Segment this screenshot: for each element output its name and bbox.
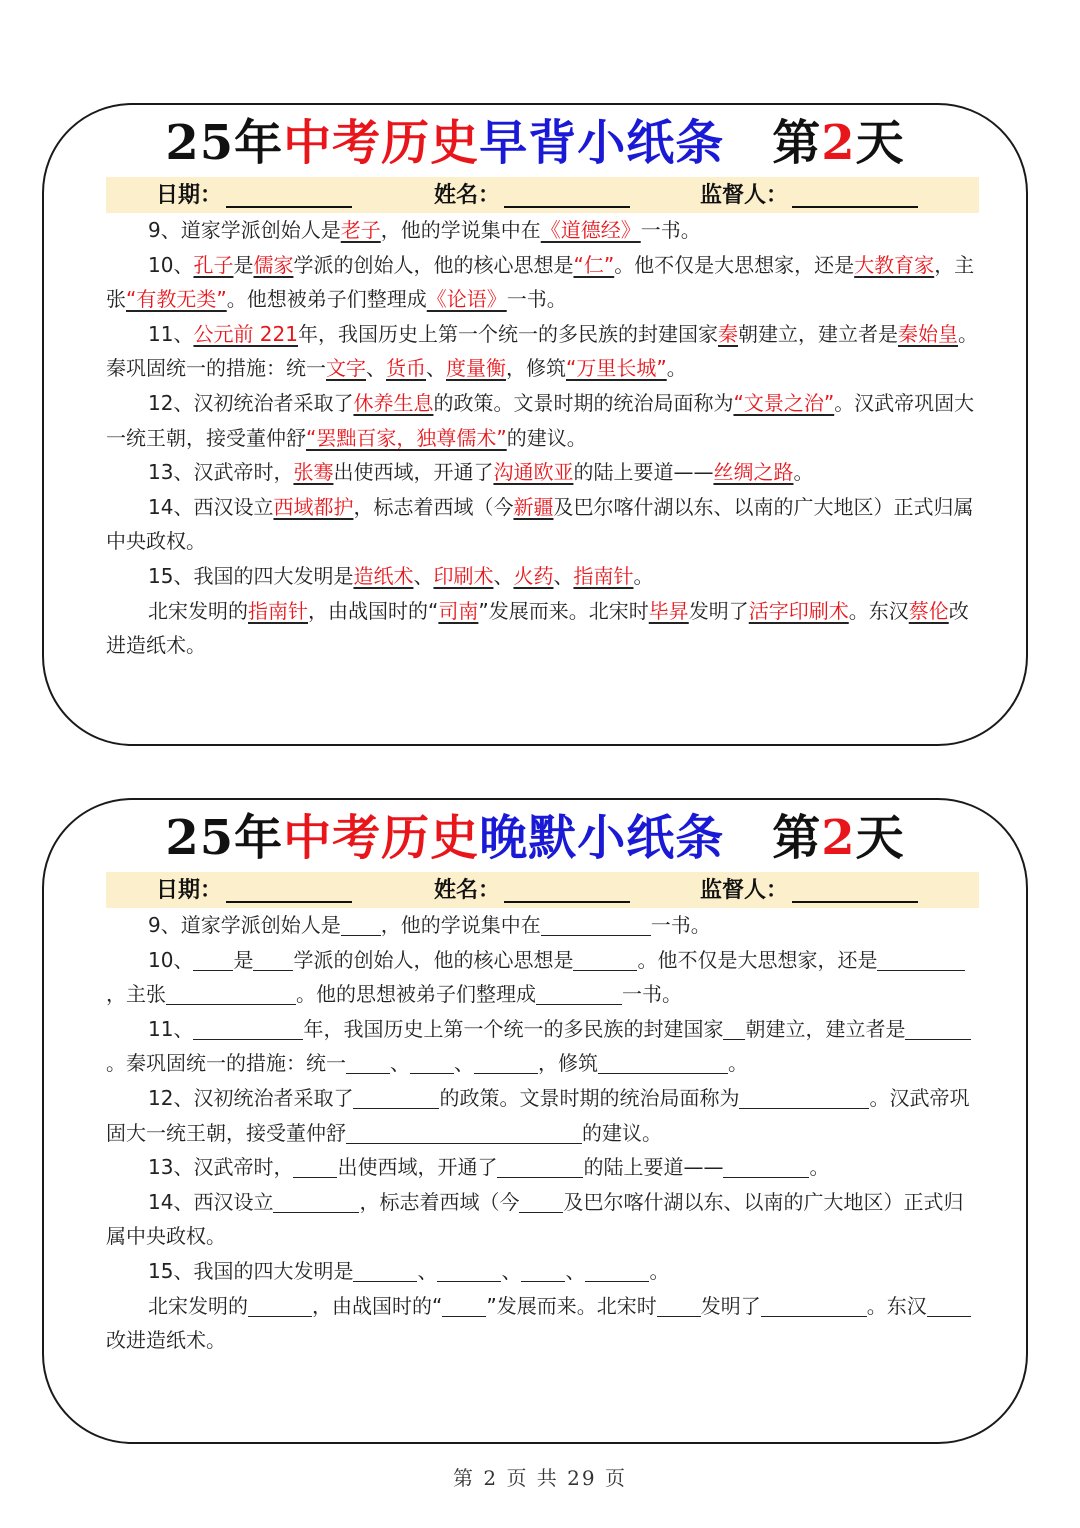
answer-blank[interactable] [598,1051,728,1074]
answer-blank[interactable] [723,1155,809,1178]
title-day-number: 2 [821,810,856,866]
title-year: 25年 [165,115,284,171]
item-16: 北宋发明的指南针，由战国时的“司南”发展而来。北宋时毕昇发明了活字印刷术。东汉蔡伦改进造纸术。 [106,598,969,658]
answer-blank[interactable] [442,1294,486,1317]
answer-blank[interactable] [497,1155,583,1178]
answer-blank[interactable] [248,1294,312,1317]
morning-info-bar [106,177,979,213]
answer-blank[interactable] [474,1051,538,1074]
page-number: 第 2 页 共 29 页 [453,1466,627,1490]
title-day-suffix: 天 [855,115,905,171]
evening-body [106,908,982,1358]
evening-info-bar [106,872,979,908]
answer-blank[interactable] [519,1190,563,1213]
supervisor-field[interactable]: 监督人： [700,177,918,213]
item-15: 15、我国的四大发明是造纸术、印刷术、火药、指南针。 [148,563,654,588]
item-14: 14、西汉设立 ，标志着西域（今 及巴尔喀什湖以东、以南的广大地区）正式归属中央政权。 [106,1189,964,1249]
answer-blank[interactable] [437,1259,501,1282]
answer-blank[interactable] [193,1017,303,1040]
title-kind: 早背小纸条 [479,115,725,171]
answer-blank[interactable] [410,1051,454,1074]
answer-blank[interactable] [761,1294,867,1317]
answer-blank[interactable] [739,1086,869,1109]
item-9: 9、道家学派创始人是 ，他的学说集中在 一书。 [148,913,711,937]
item-16: 北宋发明的 ，由战国时的“ ”发展而来。北宋时 发明了 。东汉改进造纸术。 [106,1289,982,1358]
answer-blank[interactable] [193,948,233,971]
title-subject: 中考历史 [283,810,480,866]
answer-blank[interactable] [521,1259,565,1282]
answer-blank[interactable] [541,913,651,936]
answer-blank[interactable] [273,1190,359,1213]
item-11: 11、 年，我国历史上第一个统一的多民族的封建国家 朝建立，建立者是。秦巩固统一的措施：统一 、 、 ，修筑 。 [106,1012,982,1081]
date-field[interactable]: 日期： [156,872,352,908]
item-15: 15、我国的四大发明是 、 、 、 。 [148,1258,670,1283]
evening-title [44,808,1026,868]
answer-blank[interactable] [346,1121,582,1144]
answer-blank[interactable] [877,948,965,971]
date-field[interactable]: 日期： [156,177,352,213]
answer-blank[interactable] [723,1017,745,1040]
item-12: 12、汉初统治者采取了休养生息的政策。文景时期的统治局面称为“文景之治”。汉武帝巩固大一统王朝，接受董仲舒“罢黜百家，独尊儒术”的建议。 [106,390,975,450]
answer-blank[interactable] [353,1259,417,1282]
morning-body [106,213,982,663]
name-field[interactable]: 姓名： [434,177,630,213]
answer-blank[interactable] [253,948,293,971]
item-13: 13、汉武帝时，张骞出使西域，开通了沟通欧亚的陆上要道——丝绸之路。 [148,460,814,485]
answer-blank[interactable] [293,1155,337,1178]
item-10: 10、孔子是儒家学派的创始人，他的核心思想是“仁”。他不仅是大思想家，还是大教育家，主张“有教无类”。他想被弟子们整理成《论语》一书。 [106,252,975,312]
title-day-prefix: 第 [772,810,822,866]
item-11: 11、公元前 221年，我国历史上第一个统一的多民族的封建国家秦朝建立，建立者是秦始皇。秦巩固统一的措施：统一文字、货币、度量衡，修筑“万里长城”。 [106,321,978,381]
title-year: 25年 [165,810,284,866]
title-day-prefix: 第 [772,115,822,171]
morning-title [44,113,1026,173]
title-day-number: 2 [821,115,856,171]
morning-card [42,103,1028,746]
answer-blank[interactable] [536,982,622,1005]
supervisor-field[interactable]: 监督人： [700,872,918,908]
item-14: 14、西汉设立西域都护，标志着西域（今新疆及巴尔喀什湖以东、以南的广大地区）正式归属中央政权。 [106,494,974,554]
answer-blank[interactable] [585,1259,649,1282]
item-9: 9、道家学派创始人是老子，他的学说集中在《道德经》一书。 [148,218,701,242]
answer-blank[interactable] [166,982,296,1005]
title-kind: 晚默小纸条 [479,810,725,866]
name-field[interactable]: 姓名： [434,872,630,908]
answer-blank[interactable] [657,1294,701,1317]
item-12: 12、汉初统治者采取了 的政策。文景时期的统治局面称为 。汉武帝巩固大一统王朝，接受董仲舒 的建议。 [106,1085,970,1145]
title-day-suffix: 天 [855,810,905,866]
answer-blank[interactable] [573,948,637,971]
evening-card [42,798,1028,1444]
answer-blank[interactable] [353,1086,439,1109]
answer-blank[interactable] [341,913,381,936]
item-13: 13、汉武帝时， 出使西域，开通了 的陆上要道—— 。 [148,1155,830,1180]
title-subject: 中考历史 [283,115,480,171]
answer-blank[interactable] [346,1051,390,1074]
item-10: 10、 是 学派的创始人，他的核心思想是 。他不仅是大思想家，还是，主张 。他的思想被弟子们整理成 一书。 [106,943,982,1012]
answer-blank[interactable] [905,1017,971,1040]
answer-blank[interactable] [927,1294,971,1317]
